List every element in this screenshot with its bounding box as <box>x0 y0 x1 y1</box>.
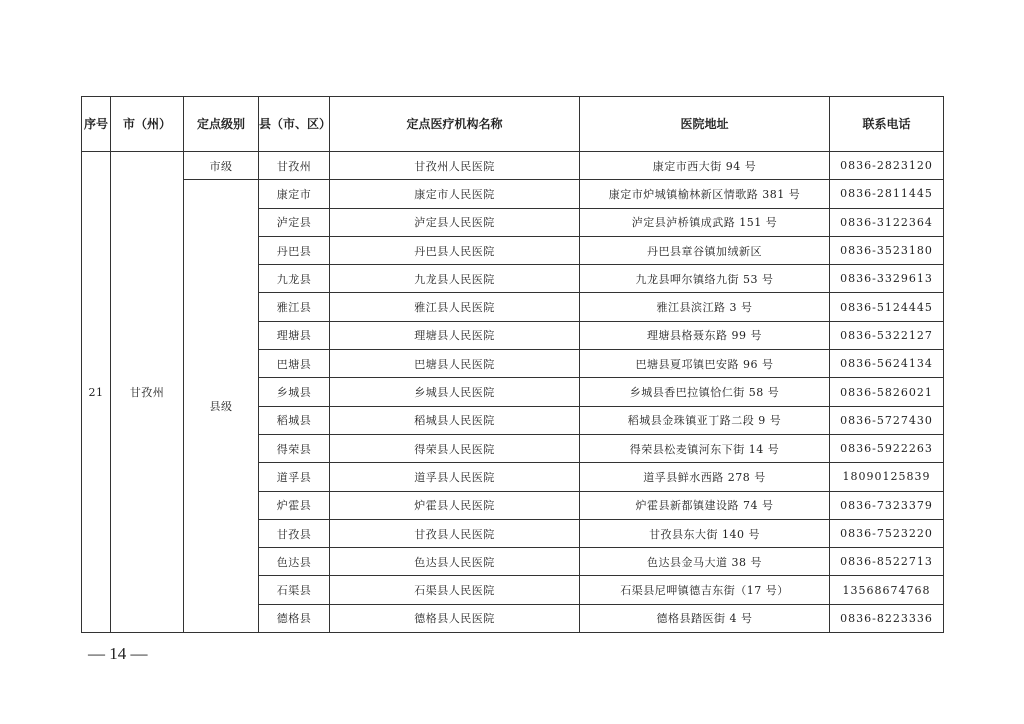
address-cell: 理塘县格聂东路 99 号 <box>580 321 830 349</box>
phone-cell: 0836-7323379 <box>830 491 944 519</box>
address-cell: 康定市西大街 94 号 <box>580 152 830 180</box>
hospital-name-cell: 德格县人民医院 <box>330 604 580 632</box>
header-row <box>82 97 944 152</box>
phone-cell: 0836-5826021 <box>830 378 944 406</box>
seq-cell: 21 <box>82 152 111 633</box>
address-cell: 得荣县松麦镇河东下街 14 号 <box>580 434 830 462</box>
address-cell: 乡城县香巴拉镇恰仁街 58 号 <box>580 378 830 406</box>
phone-cell: 0836-5322127 <box>830 321 944 349</box>
phone-cell: 0836-5124445 <box>830 293 944 321</box>
address-cell: 石渠县尼呷镇德吉东街（17 号） <box>580 576 830 604</box>
hospital-name-cell: 理塘县人民医院 <box>330 321 580 349</box>
hospital-name-cell: 石渠县人民医院 <box>330 576 580 604</box>
phone-cell: 0836-5727430 <box>830 406 944 434</box>
county-cell: 石渠县 <box>259 576 330 604</box>
address-cell: 色达县金马大道 38 号 <box>580 548 830 576</box>
address-cell: 雅江县滨江路 3 号 <box>580 293 830 321</box>
county-cell: 乡城县 <box>259 378 330 406</box>
county-cell: 泸定县 <box>259 208 330 236</box>
address-cell: 道孚县鲜水西路 278 号 <box>580 463 830 491</box>
phone-cell: 0836-5624134 <box>830 350 944 378</box>
hospital-name-cell: 道孚县人民医院 <box>330 463 580 491</box>
phone-cell: 13568674768 <box>830 576 944 604</box>
header-city: 市（州） <box>111 97 184 152</box>
hospital-table <box>81 96 944 633</box>
level-city-cell: 市级 <box>184 152 259 180</box>
hospital-name-cell: 色达县人民医院 <box>330 548 580 576</box>
county-cell: 康定市 <box>259 180 330 208</box>
address-cell: 稻城县金珠镇亚丁路二段 9 号 <box>580 406 830 434</box>
phone-cell: 0836-2823120 <box>830 152 944 180</box>
county-cell: 甘孜县 <box>259 519 330 547</box>
county-cell: 理塘县 <box>259 321 330 349</box>
table-row <box>82 180 944 208</box>
county-cell: 甘孜州 <box>259 152 330 180</box>
hospital-name-cell: 泸定县人民医院 <box>330 208 580 236</box>
county-cell: 色达县 <box>259 548 330 576</box>
county-cell: 德格县 <box>259 604 330 632</box>
phone-cell: 0836-3329613 <box>830 265 944 293</box>
phone-cell: 0836-5922263 <box>830 434 944 462</box>
address-cell: 泸定县泸桥镇成武路 151 号 <box>580 208 830 236</box>
hospital-name-cell: 丹巴县人民医院 <box>330 236 580 264</box>
county-cell: 九龙县 <box>259 265 330 293</box>
phone-cell: 0836-2811445 <box>830 180 944 208</box>
county-cell: 巴塘县 <box>259 350 330 378</box>
hospital-name-cell: 巴塘县人民医院 <box>330 350 580 378</box>
hospital-name-cell: 乡城县人民医院 <box>330 378 580 406</box>
address-cell: 丹巴县章谷镇加绒新区 <box>580 236 830 264</box>
address-cell: 甘孜县东大街 140 号 <box>580 519 830 547</box>
address-cell: 九龙县呷尔镇络九街 53 号 <box>580 265 830 293</box>
header-address: 医院地址 <box>580 97 830 152</box>
phone-cell: 0836-7523220 <box>830 519 944 547</box>
header-county: 县（市、区） <box>259 97 330 152</box>
header-level: 定点级别 <box>184 97 259 152</box>
address-cell: 巴塘县夏邛镇巴安路 96 号 <box>580 350 830 378</box>
county-cell: 雅江县 <box>259 293 330 321</box>
hospital-name-cell: 甘孜县人民医院 <box>330 519 580 547</box>
county-cell: 炉霍县 <box>259 491 330 519</box>
table-row <box>82 152 944 180</box>
hospital-name-cell: 康定市人民医院 <box>330 180 580 208</box>
phone-cell: 0836-3523180 <box>830 236 944 264</box>
hospital-name-cell: 甘孜州人民医院 <box>330 152 580 180</box>
phone-cell: 0836-3122364 <box>830 208 944 236</box>
page-number: — 14 — <box>88 644 148 663</box>
city-cell: 甘孜州 <box>111 152 184 633</box>
phone-cell: 18090125839 <box>830 463 944 491</box>
hospital-name-cell: 稻城县人民医院 <box>330 406 580 434</box>
header-seq: 序号 <box>82 97 111 152</box>
hospital-name-cell: 得荣县人民医院 <box>330 434 580 462</box>
header-hospital-name: 定点医疗机构名称 <box>330 97 580 152</box>
address-cell: 炉霍县新都镇建设路 74 号 <box>580 491 830 519</box>
county-cell: 丹巴县 <box>259 236 330 264</box>
phone-cell: 0836-8522713 <box>830 548 944 576</box>
header-phone: 联系电话 <box>830 97 944 152</box>
county-cell: 稻城县 <box>259 406 330 434</box>
county-cell: 道孚县 <box>259 463 330 491</box>
phone-cell: 0836-8223336 <box>830 604 944 632</box>
hospital-name-cell: 炉霍县人民医院 <box>330 491 580 519</box>
address-cell: 康定市炉城镇榆林新区情歌路 381 号 <box>580 180 830 208</box>
address-cell: 德格县踏医街 4 号 <box>580 604 830 632</box>
hospital-name-cell: 九龙县人民医院 <box>330 265 580 293</box>
level-county-cell: 县级 <box>184 180 259 633</box>
county-cell: 得荣县 <box>259 434 330 462</box>
hospital-name-cell: 雅江县人民医院 <box>330 293 580 321</box>
